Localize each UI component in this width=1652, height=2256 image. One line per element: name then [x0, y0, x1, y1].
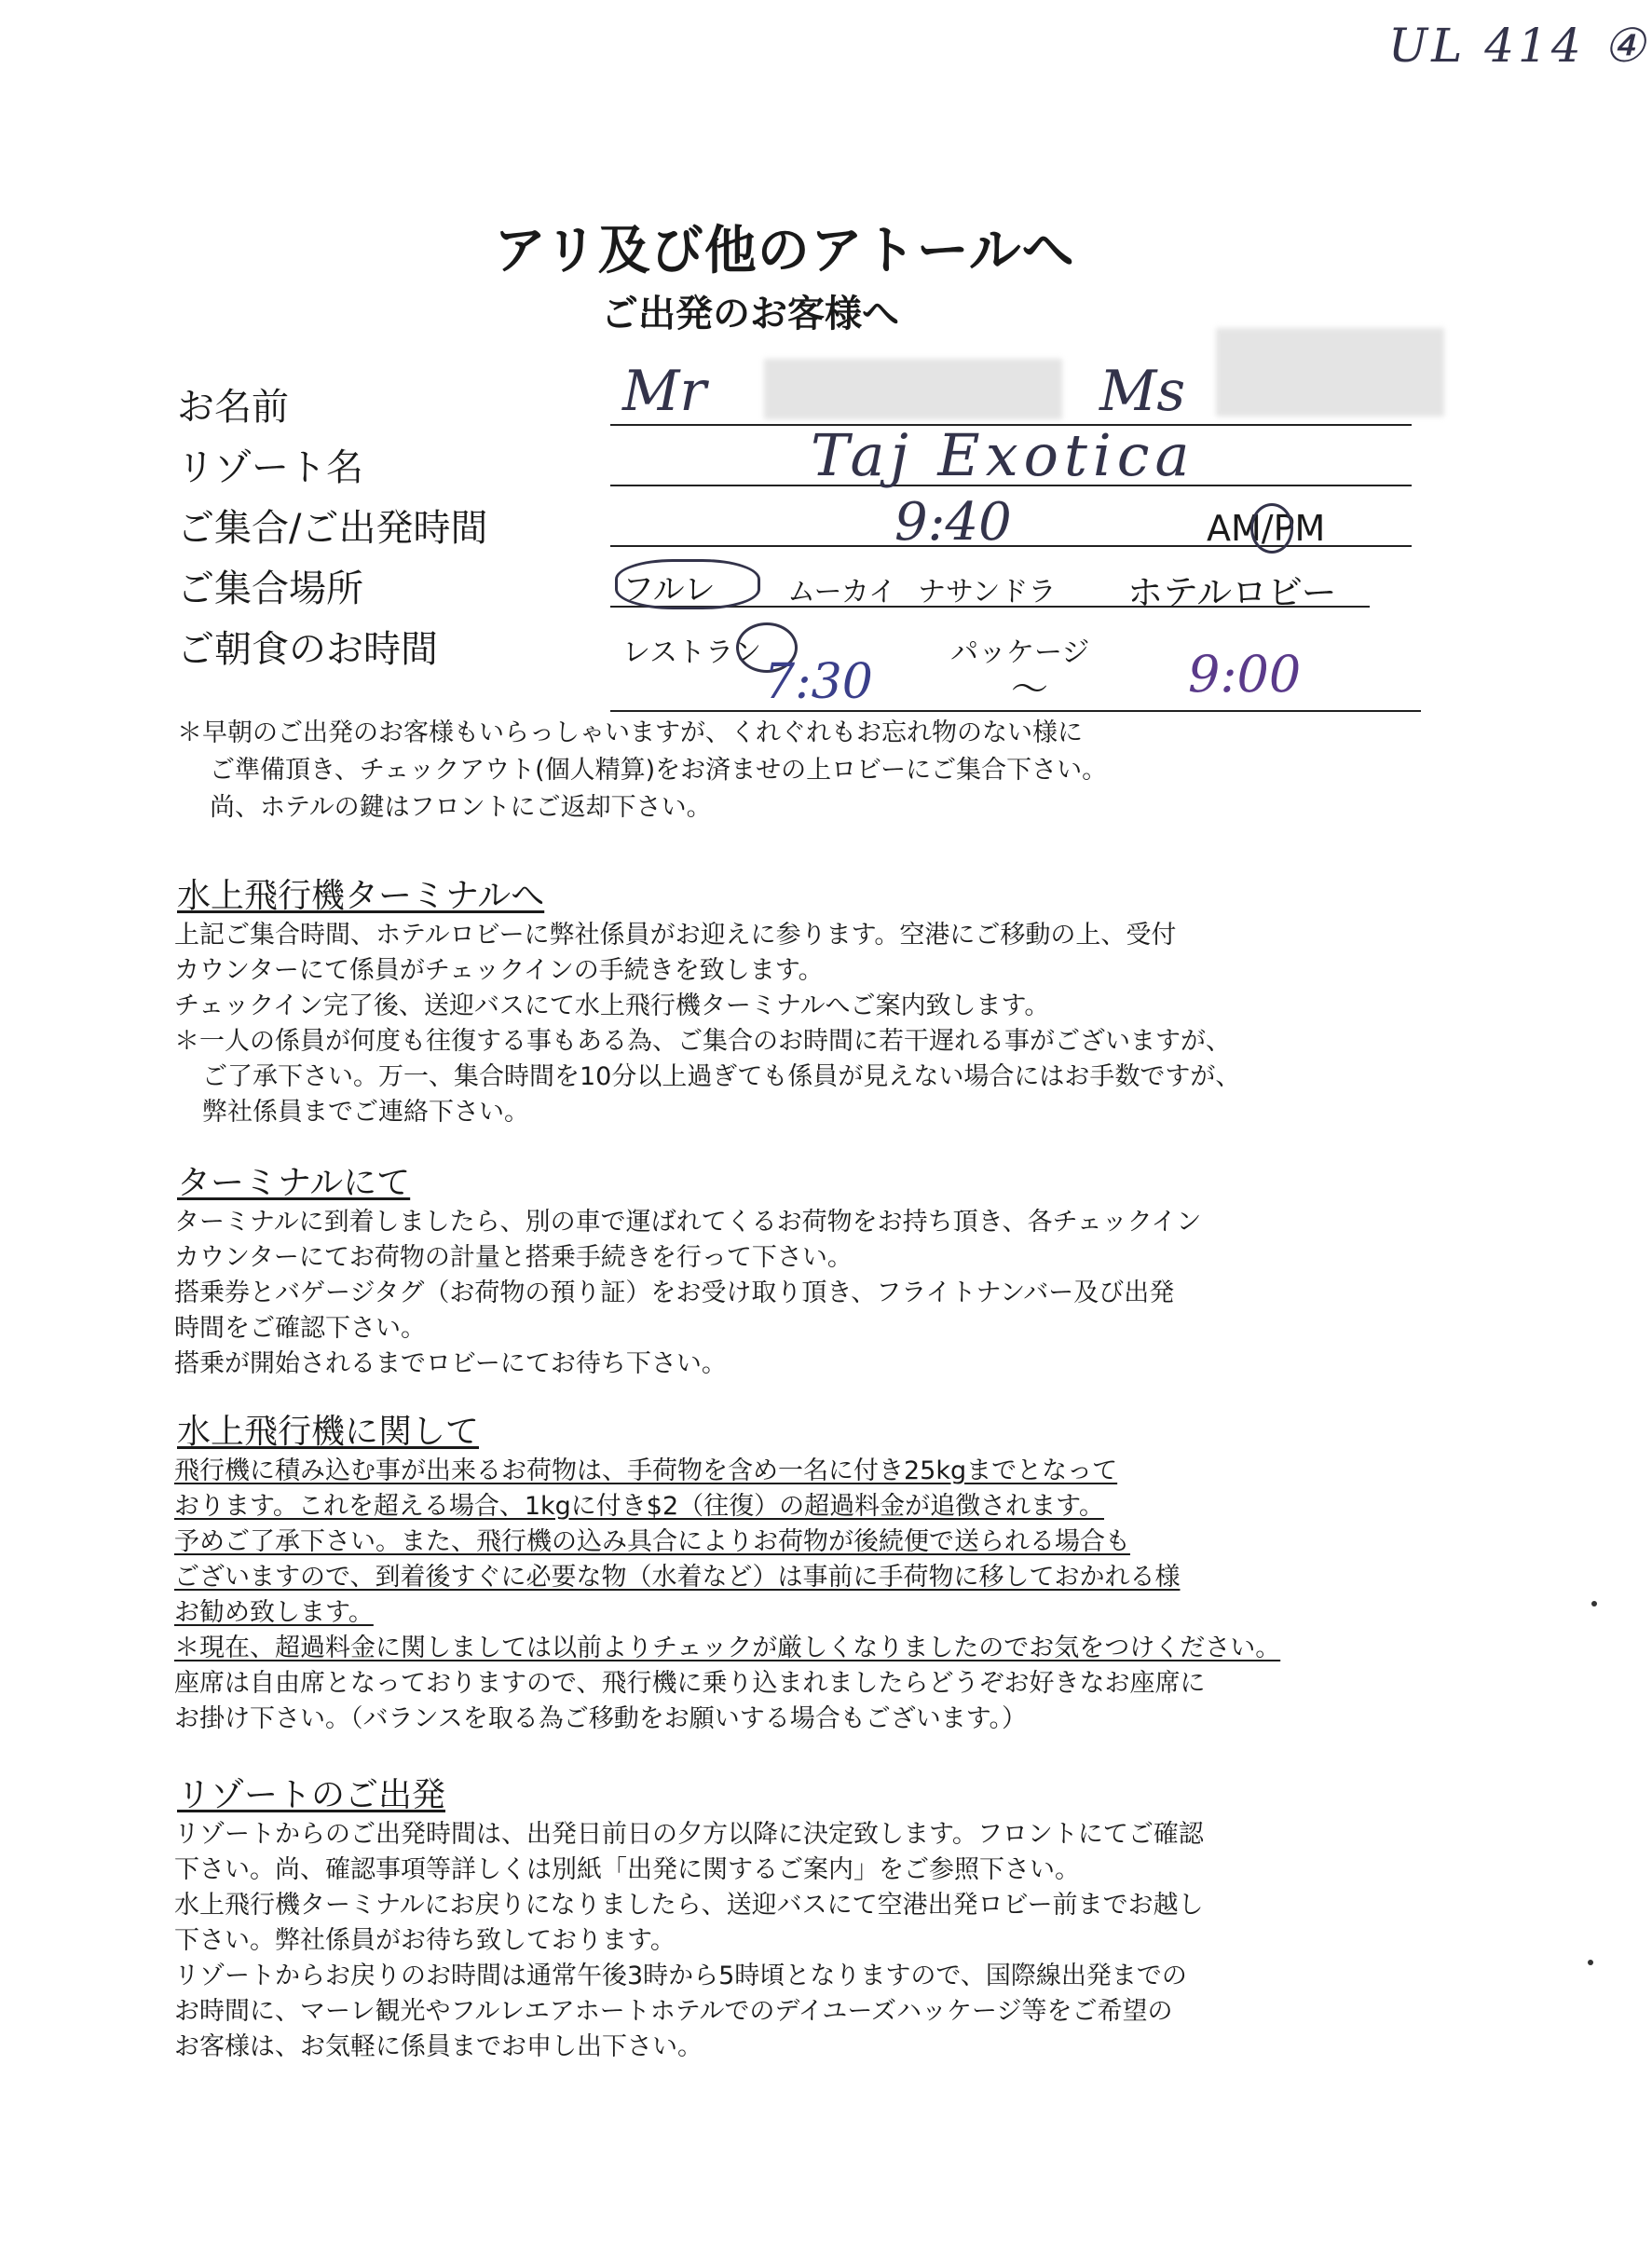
notice-line-3: 尚、ホテルの鍵はフロントにご返却下さい。	[210, 793, 712, 822]
time-label: ご集合/ご出発時間	[177, 507, 488, 550]
resort-value: Taj Exotica	[811, 421, 1195, 489]
page-subtitle: ご出発のお客様へ	[601, 293, 899, 335]
body-line: 時間をご確認下さい。	[174, 1314, 426, 1343]
ampm-label: AM/PM	[1207, 508, 1326, 549]
body-line: お時間に、マーレ観光やフルレエアホートホテルでのデイユーズハッケージ等をご希望の	[174, 1997, 1173, 2026]
body-line: おります。これを超える場合、1kgに付き$2（往復）の超過料金が追徴されます。	[174, 1492, 1104, 1521]
am-circle-mark	[1250, 503, 1293, 554]
place-label: ご集合場所	[177, 567, 363, 610]
breakfast-label: ご朝食のお時間	[177, 628, 438, 671]
body-line: 弊社係員までご連絡下さい。	[202, 1098, 529, 1127]
redacted-name-2	[1216, 328, 1444, 417]
section-heading-resort-departure: リゾートのご出発	[177, 1776, 446, 1814]
page-title: アリ及び他のアトールへ	[494, 221, 1075, 281]
body-line: お掛け下さい。（バランスを取る為ご移動をお願いする場合もございます。）	[174, 1704, 1028, 1733]
section-body-at-terminal	[174, 1205, 1544, 1382]
section-heading-terminal-transfer: 水上飛行機ターミナルへ	[177, 877, 545, 915]
package-label: パッケージ	[950, 636, 1090, 669]
body-line: 搭乗券とバゲージタグ（お荷物の預り証）をお受け取り頂き、フライトナンバー及び出発	[174, 1278, 1175, 1307]
body-line: チェックイン完了後、送迎バスにて水上飛行機ターミナルへご案内致します。	[174, 991, 1050, 1020]
place-option-3: ナサンドラ	[918, 576, 1057, 608]
name-prefix-mr: Mr	[622, 359, 707, 424]
body-line: 水上飛行機ターミナルにお戻りになりましたら、送迎バスにて空港出発ロビー前までお越し	[174, 1891, 1204, 1920]
body-line: リゾートからのご出発時間は、出発日前日の夕方以降に決定致します。フロントにてご確認	[174, 1820, 1204, 1849]
body-line: 座席は自由席となっておりますので、飛行機に乗り込まれましたらどうぞお好きなお座席に	[174, 1669, 1206, 1698]
body-line: 予めご了承下さい。また、飛行機の込み具合によりお荷物が後続便で送られる場合も	[174, 1527, 1130, 1556]
scan-speck	[1588, 1960, 1593, 1965]
restaurant-time: 7:30	[764, 654, 873, 710]
body-line: リゾートからお戻りのお時間は通常午後3時から5時頃となりますので、国際線出発までの	[174, 1962, 1187, 1990]
section-body-seaplane	[174, 1454, 1544, 1737]
place-circle-mark	[615, 559, 760, 609]
name-label: お名前	[177, 386, 289, 429]
body-line: 上記ご集合時間、ホテルロビーに弊社係員がお迎えに参ります。空港にご移動の上、受付	[174, 921, 1177, 950]
body-line: ＊一人の係員が何度も往復する事もある為、ご集合のお時間に若干遅れる事がございますが、	[174, 1027, 1231, 1056]
body-line: ございますので、到着後すぐに必要な物（水着など）は事前に手荷物に移しておかれる様	[174, 1563, 1181, 1592]
redacted-name-1	[764, 359, 1062, 419]
body-line: 飛行機に積み込む事が出来るお荷物は、手荷物を含め一名に付き25kgまでとなって	[174, 1456, 1118, 1485]
body-line: カウンターにてお荷物の計量と搭乗手続きを行って下さい。	[174, 1243, 853, 1272]
notice-line-1: ＊早朝のご出発のお客様もいらっしゃいますが、くれぐれもお忘れ物のない様に	[177, 718, 1083, 747]
time-value: 9:40	[894, 492, 1012, 553]
body-line: ＊現在、超過料金に関しましては以前よりチェックが厳しくなりましたのでお気をつけください。	[174, 1634, 1281, 1662]
name-prefix-ms: Ms	[1099, 359, 1186, 424]
section-heading-seaplane: 水上飛行機に関して	[177, 1413, 480, 1451]
restaurant-label: レストラン	[622, 636, 762, 669]
section-body-terminal-transfer	[174, 918, 1544, 1130]
body-line: 下さい。尚、確認事項等詳しくは別紙「出発に関するご案内」をご参照下さい。	[174, 1855, 1080, 1884]
body-line: ターミナルに到着しましたら、別の車で運ばれてくるお荷物をお持ち頂き、各チェックイン	[174, 1208, 1202, 1237]
resort-label: リゾート名	[177, 446, 363, 489]
section-body-resort-departure	[174, 1817, 1544, 2065]
tilde-mark: ～	[1011, 668, 1048, 711]
reference-number: UL 414 ④	[1388, 19, 1649, 73]
body-line: 搭乗が開始されるまでロビーにてお待ち下さい。	[174, 1349, 727, 1378]
place-option-4: ホテルロビー	[1127, 572, 1337, 613]
notice-line-2: ご準備頂き、チェックアウト(個人精算)をお済ませの上ロビーにご集合下さい。	[210, 756, 1108, 785]
body-line: お勧め致します。	[174, 1598, 374, 1627]
scan-speck	[1591, 1601, 1597, 1607]
body-line: カウンターにて係員がチェックインの手続きを致します。	[174, 956, 824, 985]
place-option-1: フルレ	[622, 571, 716, 608]
package-time: 9:00	[1188, 645, 1302, 704]
place-option-2: ムーカイ	[787, 576, 896, 608]
body-line: ご了承下さい。万一、集合時間を10分以上過ぎても係員が見えない場合にはお手数ですが、	[202, 1062, 1241, 1091]
body-line: 下さい。弊社係員がお待ち致しております。	[174, 1926, 676, 1955]
body-line: お客様は、お気軽に係員までお申し出下さい。	[174, 2032, 703, 2061]
section-heading-at-terminal: ターミナルにて	[177, 1164, 411, 1202]
